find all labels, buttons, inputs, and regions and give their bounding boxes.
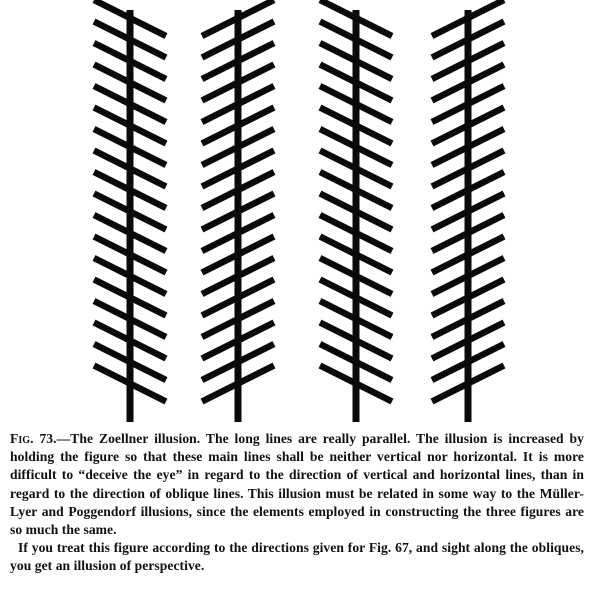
- figure-columns: [94, 0, 504, 422]
- figure-label: Fig. 73.: [10, 431, 57, 446]
- figure-caption: [10, 430, 584, 576]
- column-3: [320, 0, 392, 422]
- column-4: [432, 0, 504, 422]
- column-2: [202, 0, 274, 422]
- caption-text-1: —The Zoellner illusion. The long lines are really parallel. The illusion is increased by holding the figure so that these main lines shall be neither vertical nor horizontal. It is more difficult to “deceive the eye” in regard to the direction of vertical and horizontal lines, than in regard to the direction of oblique lines. This illusion must be related in some way to the Müller-Lyer and Poggendorf illusions, since the elements employed in constructing the three figures are so much the same.: [10, 431, 584, 538]
- caption-paragraph-1: [10, 430, 584, 539]
- column-1: [94, 0, 166, 422]
- caption-paragraph-2: If you treat this figure according to the directions given for Fig. 67, and sight along the obliques, you get an illusion of perspective.: [10, 540, 584, 574]
